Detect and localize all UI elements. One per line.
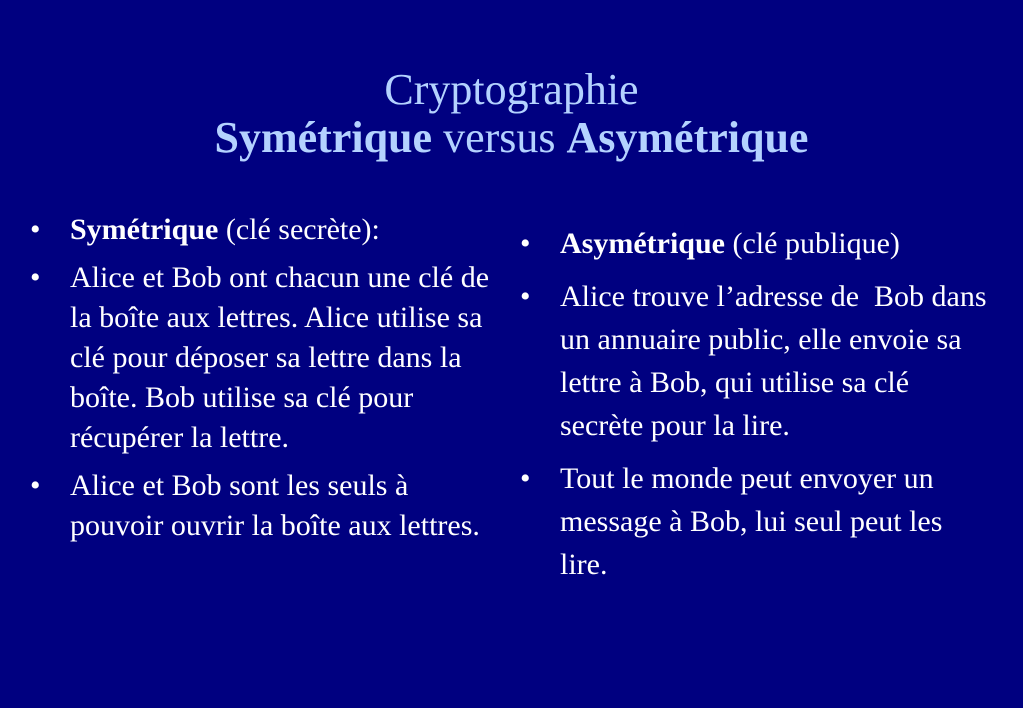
title-versus-text: versus [432, 113, 567, 162]
bullet-icon: • [30, 469, 41, 502]
bullet-text: Alice et Bob ont chacun une clé de la boîte aux lettres. Alice utilise sa clé pour déposer sa lettre dans la boîte. Bob utilise sa clé pour récupérer la lettre. [70, 261, 490, 454]
bullet-text: Alice et Bob sont les seuls à pouvoir ouvrir la boîte aux lettres. [70, 469, 480, 542]
list-item [520, 457, 990, 586]
bullet-text: Alice trouve l’adresse de Bob dans un annuaire public, elle envoie sa lettre à Bob, qui utilise sa clé secrète pour la lire. [560, 280, 995, 442]
bullet-text: (clé secrète): [218, 213, 380, 246]
title-line-1: Cryptographie [384, 65, 639, 114]
list-item [520, 275, 995, 447]
list-item [30, 258, 500, 458]
bullet-text: (clé publique) [724, 227, 900, 260]
bullet-bold-text: Symétrique [70, 213, 219, 246]
asymmetric-bullet-list [520, 222, 995, 596]
symmetric-bullet-list [30, 210, 500, 554]
list-item [520, 222, 990, 265]
bullet-icon: • [30, 213, 41, 246]
bullet-icon: • [30, 261, 41, 294]
bullet-icon: • [520, 227, 531, 260]
bullet-bold-text: Asymétrique [560, 227, 725, 260]
list-item [30, 210, 500, 250]
bullet-icon: • [520, 462, 531, 495]
title-symmetric-word: Symétrique [214, 113, 433, 162]
slide-title [0, 66, 1023, 162]
bullet-text: Tout le monde peut envoyer un message à Bob, lui seul peut les lire. [560, 462, 943, 581]
title-line-2 [0, 114, 1023, 162]
bullet-icon: • [520, 280, 531, 313]
title-asymmetric-word: Asymétrique [566, 113, 809, 162]
list-item [30, 466, 500, 546]
